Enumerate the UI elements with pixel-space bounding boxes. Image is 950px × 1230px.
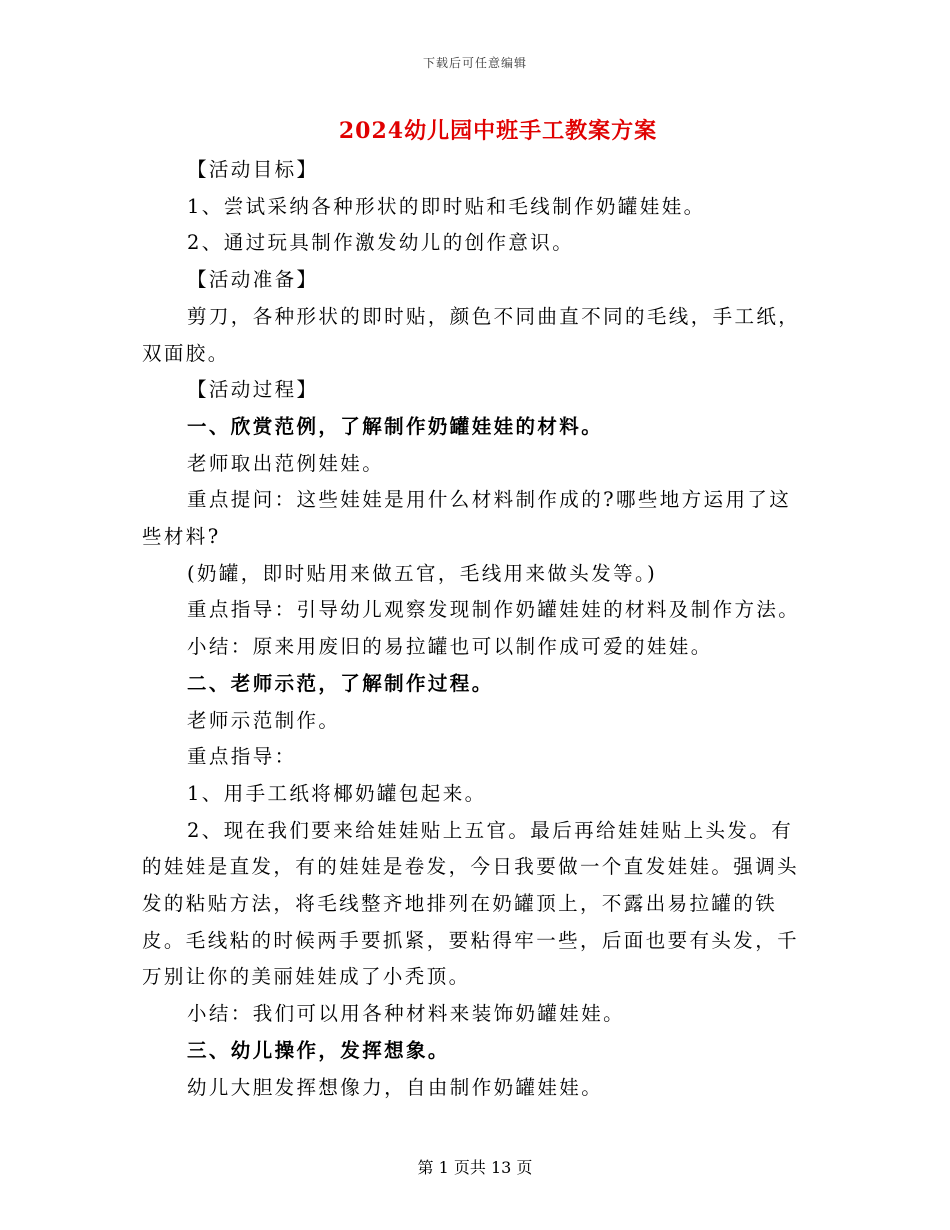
- paragraph: 幼儿大胆发挥想像力，自由制作奶罐娃娃。: [187, 1075, 604, 1099]
- paragraph: 1、尝试采纳各种形状的即时贴和毛线制作奶罐娃娃。: [187, 194, 706, 218]
- paragraph: 1、用手工纸将椰奶罐包起来。: [187, 781, 487, 805]
- paragraph: 老师示范制作。: [187, 708, 341, 732]
- paragraph: 老师取出范例娃娃。: [187, 451, 385, 475]
- paragraph: (奶罐，即时贴用来做五官，毛线用来做头发等。): [187, 561, 658, 585]
- document-title: 2024幼儿园中班手工教案方案: [338, 118, 658, 144]
- paragraph: 重点指导：引导幼儿观察发现制作奶罐娃娃的材料及制作方法。: [187, 598, 801, 622]
- paragraph: 小结：我们可以用各种材料来装饰奶罐娃娃。: [187, 1002, 626, 1026]
- page-number: 第 1 页共 13 页: [417, 1158, 533, 1177]
- paragraph: 【活动目标】: [187, 158, 319, 181]
- paragraph: 2、现在我们要来给娃娃贴上五官。最后再给娃娃贴上头发。有的娃娃是直发，有的娃娃是卷发，今日我要做一个直发娃娃。强调头发的粘贴方法，将毛线整齐地排列在奶罐顶上，不露出易拉罐的铁皮。毛线粘的时候两手要抓紧，要粘得牢一些，后面也要有头发，千万别让你的美丽娃娃成了小秃顶。: [142, 818, 800, 989]
- header-note: 下载后可任意编辑: [422, 56, 527, 70]
- paragraph: 2、通过玩具制作激发幼儿的创作意识。: [187, 231, 575, 255]
- document-body: [142, 152, 806, 1106]
- paragraph: 小结：原来用废旧的易拉罐也可以制作成可爱的娃娃。: [187, 635, 713, 659]
- section-heading: 三、幼儿操作，发挥想象。: [187, 1038, 450, 1062]
- section-heading: 二、老师示范，了解制作过程。: [187, 671, 494, 695]
- paragraph: 【活动准备】: [187, 268, 319, 292]
- paragraph: 重点提问：这些娃娃是用什么材料制作成的?哪些地方运用了这些材料?: [142, 488, 792, 549]
- section-heading: 一、欣赏范例，了解制作奶罐娃娃的材料。: [187, 414, 604, 438]
- paragraph: 剪刀，各种形状的即时贴，颜色不同曲直不同的毛线，手工纸，双面胶。: [142, 304, 801, 365]
- paragraph: 【活动过程】: [187, 378, 319, 402]
- paragraph: 重点指导：: [187, 745, 297, 769]
